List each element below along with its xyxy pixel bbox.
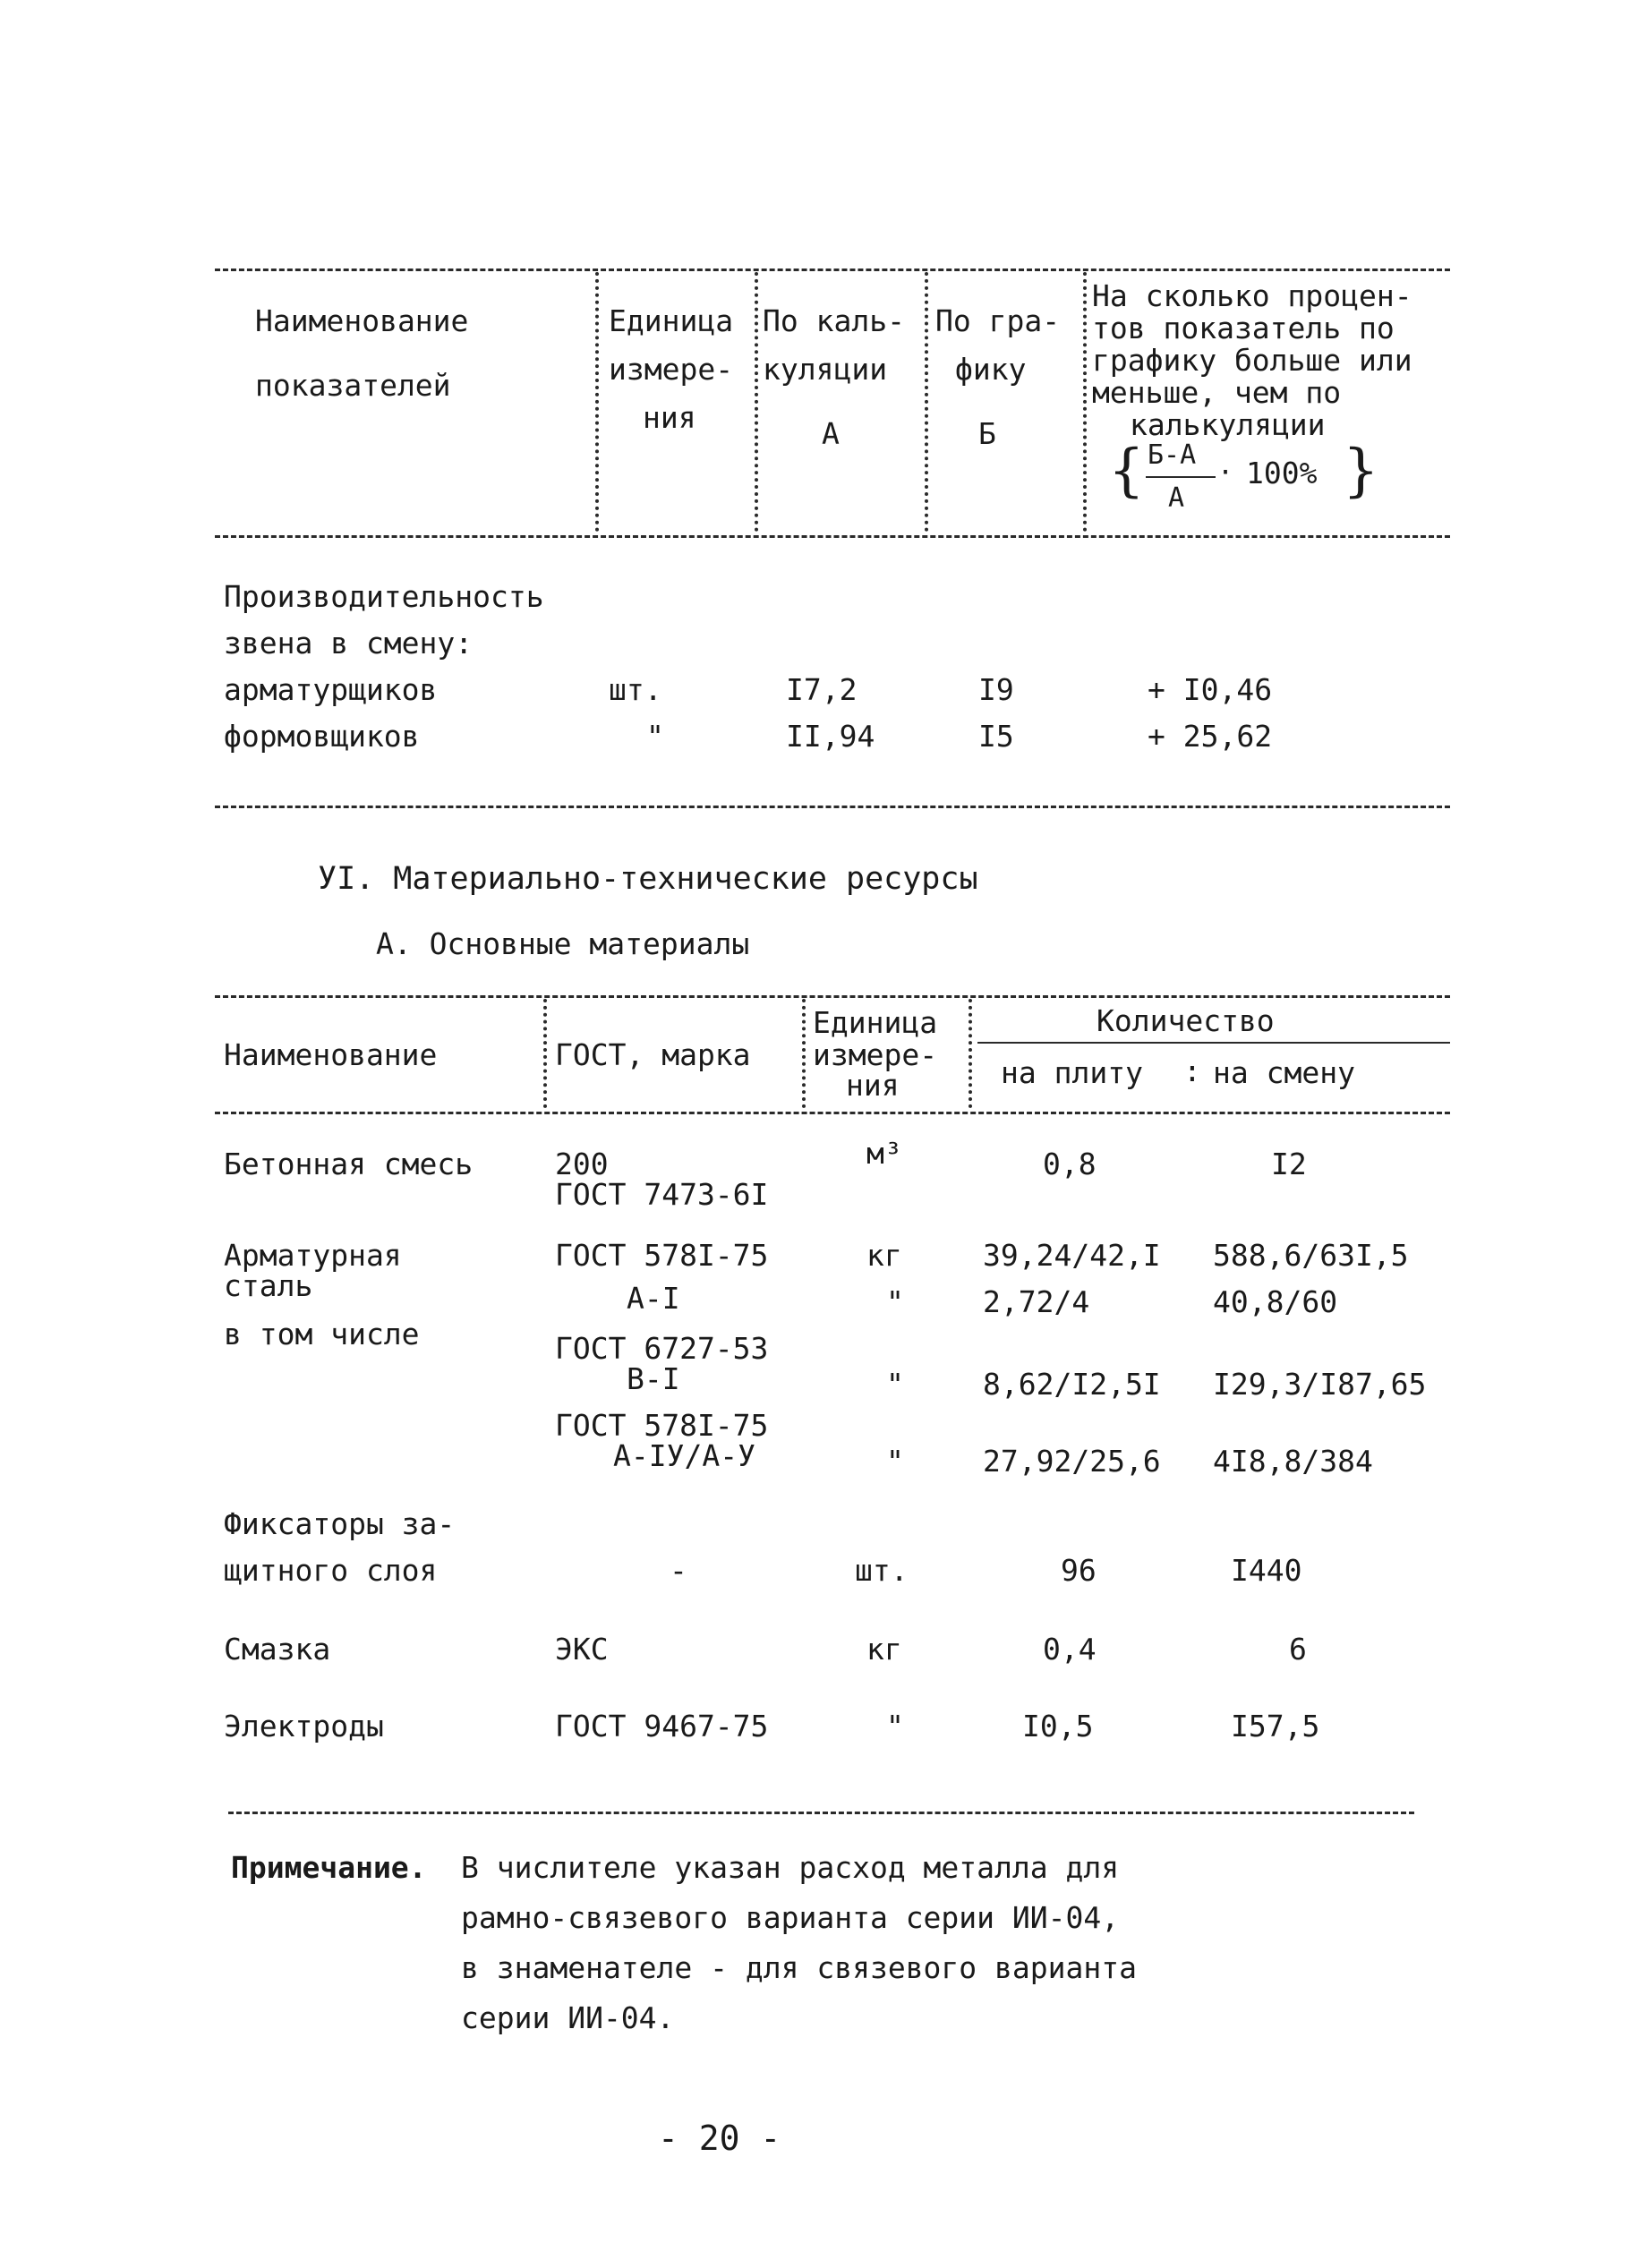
table1-top-rule <box>215 269 1450 271</box>
table2-header-unit-line3: ния <box>846 1068 900 1103</box>
table2-row-unit: шт. <box>855 1553 909 1588</box>
table1-col-divider <box>925 272 928 532</box>
formula-denominator: А <box>1168 482 1185 514</box>
table2-row-name: в том числе <box>224 1317 420 1351</box>
formula-open-brace: { <box>1108 438 1145 504</box>
table2-row-name: Фиксаторы за- <box>224 1506 456 1541</box>
table1-group-label-line2: звена в смену: <box>224 626 474 661</box>
table2-top-rule <box>215 995 1450 998</box>
table2-header-gost: ГОСТ, марка <box>555 1037 751 1072</box>
table2-row-unit: кг <box>866 1238 902 1273</box>
table1-header-pct-line5: калькуляции <box>1130 407 1326 442</box>
note-label: Примечание. <box>231 1850 427 1885</box>
table2-row-shift: 6 <box>1289 1632 1307 1667</box>
table2-row-slab: I0,5 <box>1022 1709 1094 1744</box>
table1-row-graph: I5 <box>978 719 1014 754</box>
page-number: - 20 - <box>658 2119 781 2158</box>
table1-group-label-line1: Производительность <box>224 579 544 614</box>
table2-row-shift: 588,6/63I,5 <box>1213 1238 1409 1273</box>
table2-row-slab: 2,72/4 <box>983 1284 1090 1319</box>
table2-row-unit: " <box>886 1444 904 1479</box>
table1-header-pct-line4: меньше, чем по <box>1092 375 1342 410</box>
table1-row-pct: + 25,62 <box>1148 719 1273 754</box>
table2-row-slab: 0,8 <box>1043 1147 1097 1181</box>
table2-header-unit-line1: Единица <box>813 1005 938 1040</box>
table2-row-slab: 27,92/25,6 <box>983 1444 1161 1479</box>
formula-close-brace: } <box>1343 438 1379 504</box>
table2-col-divider <box>802 999 806 1108</box>
note-line: В числителе указан расход металла для <box>461 1850 1120 1885</box>
table1-header-pct-line2: тов показатель по <box>1092 311 1395 345</box>
table2-row-gost: ЭКС <box>555 1632 609 1667</box>
table2-header-name: Наименование <box>224 1037 438 1072</box>
table1-header-name-line1: Наименование <box>255 303 469 338</box>
table1-col-divider <box>755 272 758 532</box>
table2-row-shift: I440 <box>1231 1553 1302 1588</box>
table1-col-divider <box>595 272 599 532</box>
table2-row-shift: I2 <box>1271 1147 1307 1181</box>
formula-multiply-dot: · <box>1217 457 1234 489</box>
table2-header-qty: Количество <box>1097 1003 1275 1038</box>
table2-row-slab: 0,4 <box>1043 1632 1097 1667</box>
table2-row-shift: 4I8,8/384 <box>1213 1444 1373 1479</box>
table2-row-name: сталь <box>224 1268 313 1303</box>
table2-row-unit: кг <box>866 1632 902 1667</box>
table2-row-gost: ГОСТ 7473-6I <box>555 1177 769 1212</box>
table2-qty-underline <box>977 1042 1450 1044</box>
subsection-title: А. Основные материалы <box>376 926 750 961</box>
table1-row-name: арматурщиков <box>224 672 438 707</box>
table2-row-shift: 40,8/60 <box>1213 1284 1338 1319</box>
table1-row-unit: " <box>646 719 664 754</box>
note-line: серии ИИ-04. <box>461 2000 675 2035</box>
table1-row-calc: I7,2 <box>786 672 858 707</box>
formula-fraction-bar <box>1146 476 1216 478</box>
table1-header-rule <box>215 535 1450 538</box>
table1-row-pct: + I0,46 <box>1148 672 1273 707</box>
formula-numerator: Б-А <box>1148 439 1197 471</box>
table2-row-name: Смазка <box>224 1632 331 1667</box>
table1-header-calc-line3: А <box>822 416 840 451</box>
table2-row-name: Электроды <box>224 1709 384 1744</box>
table1-row-unit: шт. <box>609 672 662 707</box>
table2-header-per-slab: на плиту <box>1001 1055 1143 1090</box>
table2-row-gost: ГОСТ 6727-53 <box>555 1331 769 1366</box>
table1-header-unit-line2: измере- <box>609 352 734 387</box>
table2-row-slab: 8,62/I2,5I <box>983 1367 1161 1402</box>
table2-header-per-shift: на смену <box>1213 1055 1355 1090</box>
table2-row-name: Арматурная <box>224 1238 402 1273</box>
table2-row-gost: ГОСТ 9467-75 <box>555 1709 769 1744</box>
table2-row-gost: ГОСТ 578I-75 <box>555 1408 769 1443</box>
table2-col-divider <box>543 999 547 1108</box>
table1-bottom-rule <box>215 806 1450 808</box>
table1-col-divider <box>1083 272 1087 532</box>
table2-row-shift: I29,3/I87,65 <box>1213 1367 1427 1402</box>
table1-row-calc: II,94 <box>786 719 875 754</box>
table2-row-unit: м³ <box>866 1136 902 1171</box>
table1-row-name: формовщиков <box>224 719 420 754</box>
table1-header-graph-line1: По гра- <box>935 303 1061 338</box>
table2-row-gost: - <box>670 1553 687 1588</box>
table2-header-rule <box>215 1112 1450 1114</box>
table2-row-gost: А-I <box>627 1281 680 1316</box>
table2-row-shift: I57,5 <box>1231 1709 1320 1744</box>
table2-row-gost: В-I <box>627 1361 680 1396</box>
table1-row-graph: I9 <box>978 672 1014 707</box>
table2-row-gost: А-IУ/А-У <box>613 1438 755 1473</box>
table1-header-name-line2: показателей <box>255 368 451 403</box>
table2-col-divider <box>969 999 972 1108</box>
table2-row-unit: " <box>886 1284 904 1319</box>
table2-row-gost: 200 <box>555 1147 609 1181</box>
table1-header-pct-line1: На сколько процен- <box>1092 278 1412 313</box>
table1-header-calc-line1: По каль- <box>763 303 905 338</box>
table1-header-pct-line3: графику больше или <box>1092 343 1412 378</box>
table1-header-calc-line2: куляции <box>763 352 888 387</box>
table2-header-sep: : <box>1183 1053 1201 1088</box>
table1-header-graph-line3: Б <box>978 416 996 451</box>
table2-header-unit-line2: измере- <box>813 1037 938 1072</box>
table2-row-slab: 39,24/42,I <box>983 1238 1161 1273</box>
note-line: в знаменателе - для связевого варианта <box>461 1950 1137 1985</box>
table2-row-gost: ГОСТ 578I-75 <box>555 1238 769 1273</box>
table2-row-name: щитного слоя <box>224 1553 438 1588</box>
formula-percent: 100% <box>1246 456 1318 490</box>
note-line: рамно-связевого варианта серии ИИ-04, <box>461 1900 1120 1935</box>
table1-header-unit-line1: Единица <box>609 303 734 338</box>
table1-header-unit-line3: ния <box>643 400 696 435</box>
table1-header-graph-line2: фику <box>955 352 1027 387</box>
table2-row-unit: " <box>886 1709 904 1744</box>
section-title: УI. Материально-технические ресурсы <box>318 861 978 897</box>
table2-bottom-rule <box>228 1812 1414 1814</box>
table2-row-slab: 96 <box>1061 1553 1097 1588</box>
table2-row-name: Бетонная смесь <box>224 1147 474 1181</box>
table2-row-unit: " <box>886 1367 904 1402</box>
